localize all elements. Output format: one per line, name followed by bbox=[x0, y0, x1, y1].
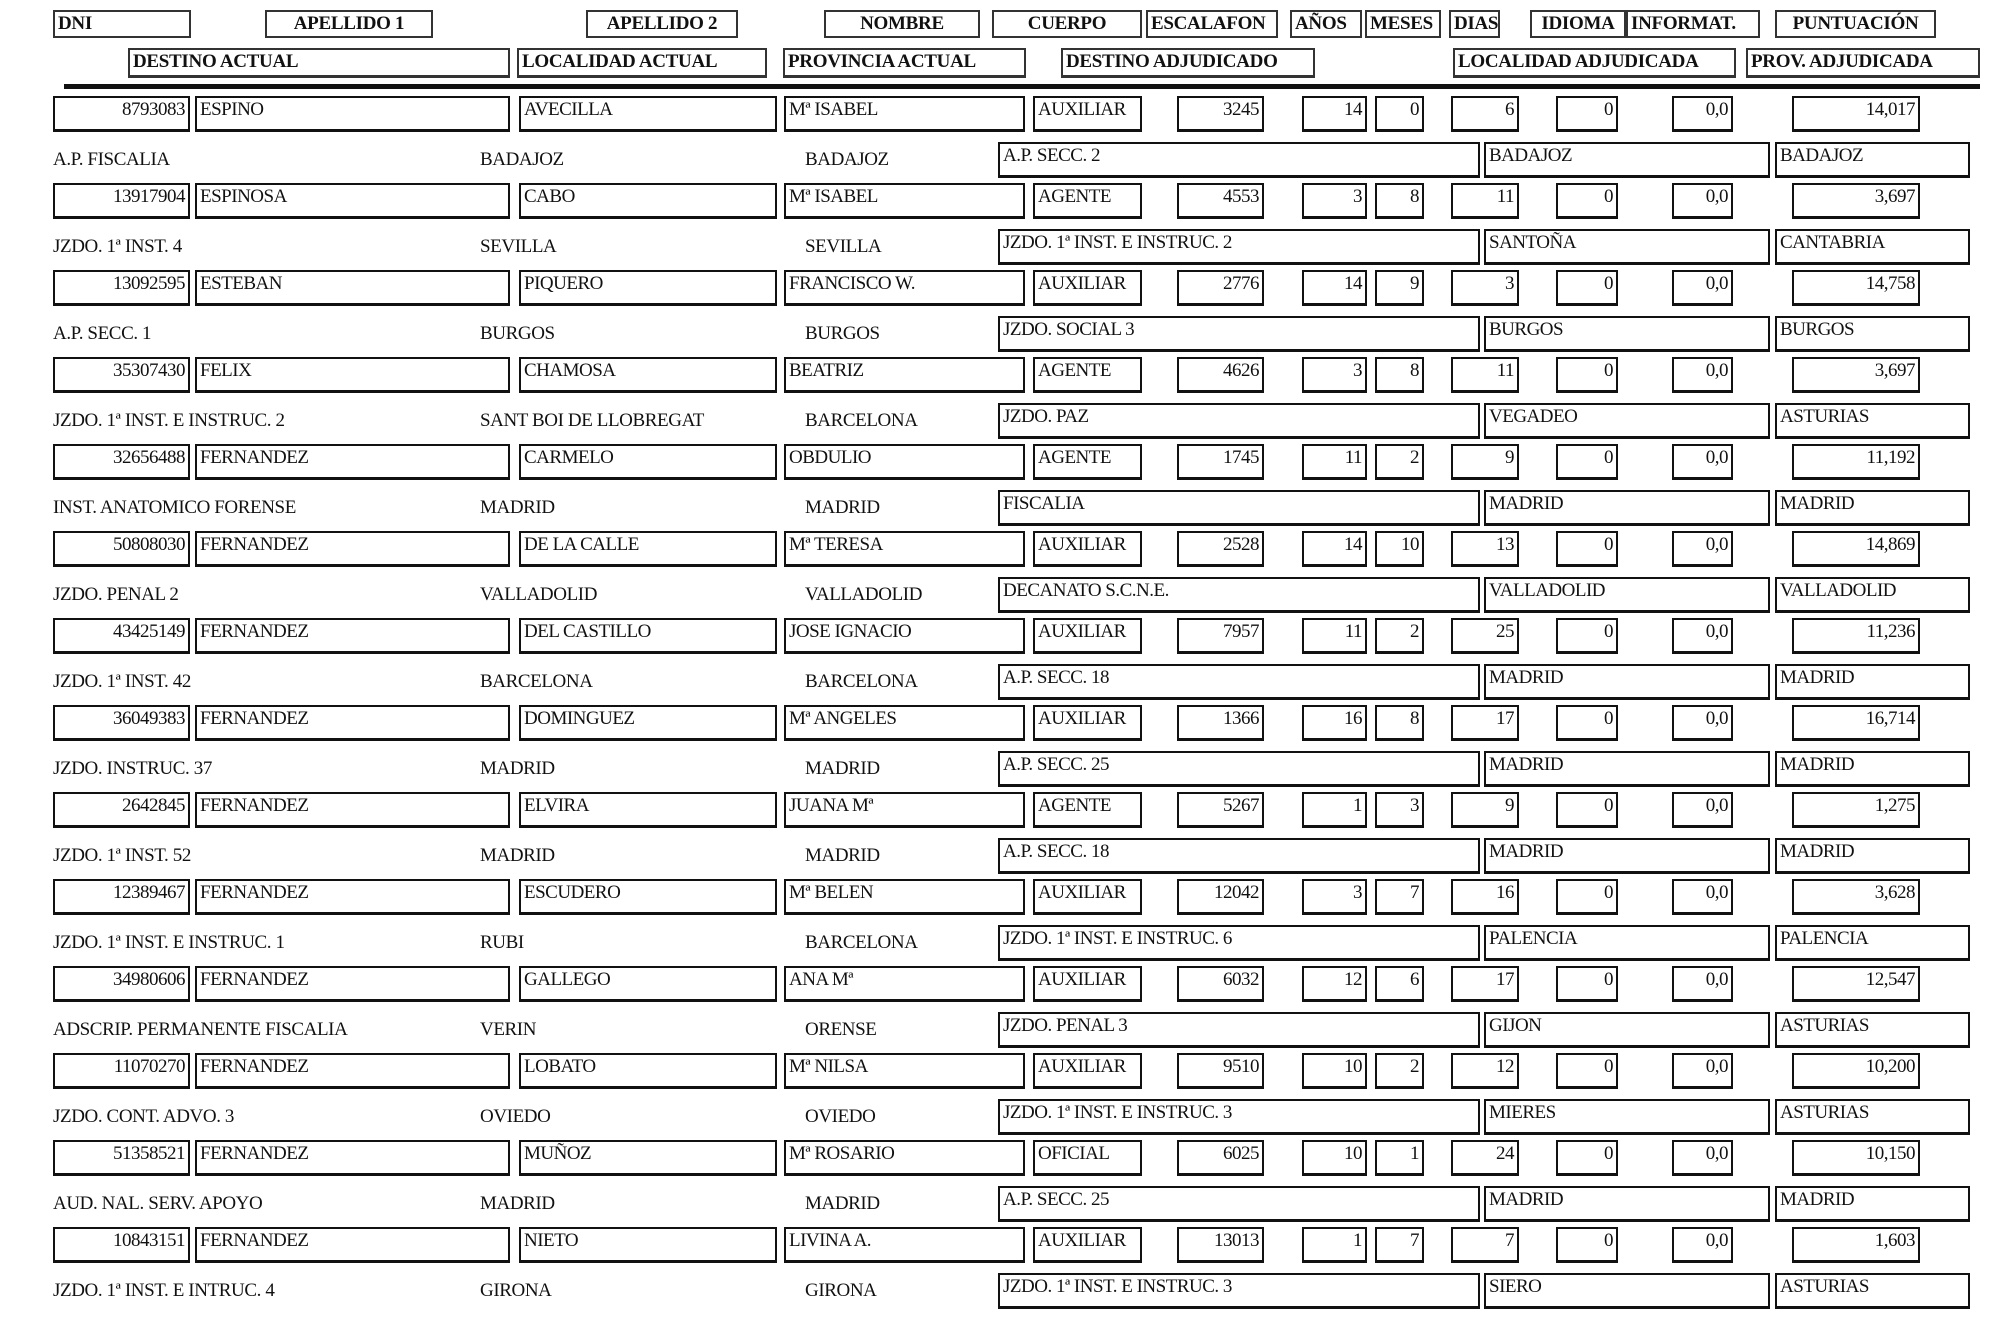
record-meses-field: 9 bbox=[1375, 270, 1424, 306]
record-prov-adjudicada-field: BADAJOZ bbox=[1775, 142, 1970, 178]
record-anos-field: 3 bbox=[1302, 183, 1367, 219]
record-nombre-field: Mª NILSA bbox=[784, 1053, 1025, 1089]
record-nombre-field: ANA Mª bbox=[784, 966, 1025, 1002]
record-provincia-actual: BARCELONA bbox=[805, 410, 918, 431]
record-localidad-actual: VALLADOLID bbox=[480, 584, 598, 605]
record-puntuacion-field: 3,628 bbox=[1792, 879, 1920, 915]
record-puntuacion-field: 12,547 bbox=[1792, 966, 1920, 1002]
record-puntuacion-field: 1,603 bbox=[1792, 1227, 1920, 1263]
record-escalafon-field: 6032 bbox=[1177, 966, 1264, 1002]
record-destino-adjudicado-field: JZDO. 1ª INST. E INSTRUC. 2 bbox=[998, 229, 1480, 265]
record-destino-actual: INST. ANATOMICO FORENSE bbox=[53, 497, 296, 518]
header-provincia-actual: PROVINCIA ACTUAL bbox=[783, 48, 1026, 78]
record-informat-field: 0,0 bbox=[1672, 531, 1733, 567]
record-nombre-field: JUANA Mª bbox=[784, 792, 1025, 828]
record-dni-field: 13917904 bbox=[53, 183, 190, 219]
record-dni-field: 36049383 bbox=[53, 705, 190, 741]
record-dni-field: 8793083 bbox=[53, 96, 190, 132]
record-localidad-adjudicada-field: GIJON bbox=[1484, 1012, 1770, 1048]
record-anos-field: 11 bbox=[1302, 618, 1367, 654]
record-prov-adjudicada-field: MADRID bbox=[1775, 751, 1970, 787]
record-apellido2-field: AVECILLA bbox=[519, 96, 777, 132]
header-destino-actual: DESTINO ACTUAL bbox=[128, 48, 510, 78]
record-informat-field: 0,0 bbox=[1672, 1227, 1733, 1263]
header-meses: MESES bbox=[1365, 10, 1441, 38]
record-dni-field: 51358521 bbox=[53, 1140, 190, 1176]
header-anos: AÑOS bbox=[1290, 10, 1362, 38]
record-informat-field: 0,0 bbox=[1672, 618, 1733, 654]
record-provincia-actual: MADRID bbox=[805, 1193, 880, 1214]
record-prov-adjudicada-field: VALLADOLID bbox=[1775, 577, 1970, 613]
record-provincia-actual: GIRONA bbox=[805, 1280, 877, 1301]
header-dni: DNI bbox=[53, 10, 191, 38]
record-meses-field: 8 bbox=[1375, 705, 1424, 741]
record-meses-field: 6 bbox=[1375, 966, 1424, 1002]
record-apellido1-field: FERNANDEZ bbox=[195, 1053, 510, 1089]
record-destino-adjudicado-field: A.P. SECC. 18 bbox=[998, 838, 1480, 874]
record-provincia-actual: BADAJOZ bbox=[805, 149, 889, 170]
record-informat-field: 0,0 bbox=[1672, 705, 1733, 741]
record-provincia-actual: BARCELONA bbox=[805, 671, 918, 692]
record-destino-actual: JZDO. 1ª INST. E INSTRUC. 2 bbox=[53, 410, 285, 431]
record-meses-field: 2 bbox=[1375, 1053, 1424, 1089]
record-provincia-actual: MADRID bbox=[805, 758, 880, 779]
record-prov-adjudicada-field: PALENCIA bbox=[1775, 925, 1970, 961]
record-anos-field: 12 bbox=[1302, 966, 1367, 1002]
record-localidad-actual: MADRID bbox=[480, 758, 555, 779]
header-nombre: NOMBRE bbox=[824, 10, 980, 38]
header-destino-adjudicado: DESTINO ADJUDICADO bbox=[1061, 48, 1315, 78]
record-localidad-actual: SEVILLA bbox=[480, 236, 557, 257]
record-informat-field: 0,0 bbox=[1672, 792, 1733, 828]
record-nombre-field: Mª ISABEL bbox=[784, 96, 1025, 132]
record-localidad-actual: MADRID bbox=[480, 845, 555, 866]
record-dni-field: 32656488 bbox=[53, 444, 190, 480]
record-dias-field: 7 bbox=[1451, 1227, 1519, 1263]
record-localidad-adjudicada-field: BADAJOZ bbox=[1484, 142, 1770, 178]
header-puntuacion: PUNTUACIÓN bbox=[1775, 10, 1936, 38]
record-prov-adjudicada-field: MADRID bbox=[1775, 490, 1970, 526]
record-destino-actual: JZDO. PENAL 2 bbox=[53, 584, 179, 605]
record-apellido2-field: CABO bbox=[519, 183, 777, 219]
record-nombre-field: BEATRIZ bbox=[784, 357, 1025, 393]
record-destino-actual: JZDO. INSTRUC. 37 bbox=[53, 758, 212, 779]
record-nombre-field: JOSE IGNACIO bbox=[784, 618, 1025, 654]
record-escalafon-field: 3245 bbox=[1177, 96, 1264, 132]
record-escalafon-field: 1745 bbox=[1177, 444, 1264, 480]
record-idioma-field: 0 bbox=[1556, 357, 1618, 393]
header-localidad-actual: LOCALIDAD ACTUAL bbox=[517, 48, 767, 78]
record-localidad-adjudicada-field: SANTOÑA bbox=[1484, 229, 1770, 265]
record-nombre-field: Mª ANGELES bbox=[784, 705, 1025, 741]
record-provincia-actual: ORENSE bbox=[805, 1019, 877, 1040]
header-prov-adjudicada: PROV. ADJUDICADA bbox=[1746, 48, 1980, 78]
record-provincia-actual: BARCELONA bbox=[805, 932, 918, 953]
record-localidad-actual: RUBI bbox=[480, 932, 524, 953]
record-informat-field: 0,0 bbox=[1672, 96, 1733, 132]
record-localidad-adjudicada-field: MIERES bbox=[1484, 1099, 1770, 1135]
record-cuerpo-field: AUXILIAR bbox=[1033, 618, 1142, 654]
record-escalafon-field: 2776 bbox=[1177, 270, 1264, 306]
record-apellido2-field: ESCUDERO bbox=[519, 879, 777, 915]
record-dni-field: 10843151 bbox=[53, 1227, 190, 1263]
record-dias-field: 9 bbox=[1451, 792, 1519, 828]
record-provincia-actual: MADRID bbox=[805, 497, 880, 518]
record-idioma-field: 0 bbox=[1556, 1140, 1618, 1176]
record-apellido1-field: FERNANDEZ bbox=[195, 966, 510, 1002]
record-destino-adjudicado-field: JZDO. PAZ bbox=[998, 403, 1480, 439]
record-puntuacion-field: 3,697 bbox=[1792, 183, 1920, 219]
record-idioma-field: 0 bbox=[1556, 444, 1618, 480]
record-localidad-actual: VERIN bbox=[480, 1019, 537, 1040]
record-puntuacion-field: 3,697 bbox=[1792, 357, 1920, 393]
record-destino-adjudicado-field: JZDO. SOCIAL 3 bbox=[998, 316, 1480, 352]
record-idioma-field: 0 bbox=[1556, 1053, 1618, 1089]
record-puntuacion-field: 14,017 bbox=[1792, 96, 1920, 132]
record-idioma-field: 0 bbox=[1556, 792, 1618, 828]
record-localidad-actual: BADAJOZ bbox=[480, 149, 564, 170]
record-anos-field: 1 bbox=[1302, 792, 1367, 828]
record-prov-adjudicada-field: CANTABRIA bbox=[1775, 229, 1970, 265]
record-provincia-actual: SEVILLA bbox=[805, 236, 882, 257]
record-meses-field: 2 bbox=[1375, 618, 1424, 654]
record-cuerpo-field: AUXILIAR bbox=[1033, 1227, 1142, 1263]
record-localidad-actual: BURGOS bbox=[480, 323, 555, 344]
record-destino-adjudicado-field: JZDO. PENAL 3 bbox=[998, 1012, 1480, 1048]
record-dni-field: 12389467 bbox=[53, 879, 190, 915]
header-localidad-adjudicada: LOCALIDAD ADJUDICADA bbox=[1453, 48, 1736, 78]
record-provincia-actual: OVIEDO bbox=[805, 1106, 876, 1127]
record-anos-field: 3 bbox=[1302, 357, 1367, 393]
record-puntuacion-field: 1,275 bbox=[1792, 792, 1920, 828]
record-localidad-actual: OVIEDO bbox=[480, 1106, 551, 1127]
record-dias-field: 25 bbox=[1451, 618, 1519, 654]
record-apellido2-field: MUÑOZ bbox=[519, 1140, 777, 1176]
record-puntuacion-field: 14,758 bbox=[1792, 270, 1920, 306]
record-puntuacion-field: 16,714 bbox=[1792, 705, 1920, 741]
record-escalafon-field: 5267 bbox=[1177, 792, 1264, 828]
record-destino-actual: JZDO. CONT. ADVO. 3 bbox=[53, 1106, 234, 1127]
record-apellido1-field: FERNANDEZ bbox=[195, 792, 510, 828]
record-meses-field: 7 bbox=[1375, 1227, 1424, 1263]
record-localidad-adjudicada-field: MADRID bbox=[1484, 751, 1770, 787]
record-dias-field: 17 bbox=[1451, 966, 1519, 1002]
record-dias-field: 13 bbox=[1451, 531, 1519, 567]
record-localidad-actual: MADRID bbox=[480, 497, 555, 518]
record-puntuacion-field: 10,150 bbox=[1792, 1140, 1920, 1176]
record-destino-actual: JZDO. 1ª INST. 42 bbox=[53, 671, 191, 692]
header-idioma: IDIOMA bbox=[1530, 10, 1626, 38]
record-apellido2-field: GALLEGO bbox=[519, 966, 777, 1002]
record-provincia-actual: VALLADOLID bbox=[805, 584, 923, 605]
record-apellido1-field: FERNANDEZ bbox=[195, 444, 510, 480]
record-destino-adjudicado-field: JZDO. 1ª INST. E INSTRUC. 3 bbox=[998, 1273, 1480, 1309]
record-localidad-actual: GIRONA bbox=[480, 1280, 552, 1301]
record-apellido2-field: CARMELO bbox=[519, 444, 777, 480]
record-destino-actual: A.P. FISCALIA bbox=[53, 149, 170, 170]
record-cuerpo-field: AGENTE bbox=[1033, 444, 1142, 480]
record-dni-field: 50808030 bbox=[53, 531, 190, 567]
record-nombre-field: OBDULIO bbox=[784, 444, 1025, 480]
record-provincia-actual: BURGOS bbox=[805, 323, 880, 344]
record-escalafon-field: 9510 bbox=[1177, 1053, 1264, 1089]
record-prov-adjudicada-field: ASTURIAS bbox=[1775, 1273, 1970, 1309]
header-informat: INFORMAT. bbox=[1626, 10, 1760, 38]
record-cuerpo-field: AUXILIAR bbox=[1033, 96, 1142, 132]
record-idioma-field: 0 bbox=[1556, 705, 1618, 741]
record-informat-field: 0,0 bbox=[1672, 1140, 1733, 1176]
record-anos-field: 14 bbox=[1302, 270, 1367, 306]
record-idioma-field: 0 bbox=[1556, 618, 1618, 654]
record-nombre-field: Mª ISABEL bbox=[784, 183, 1025, 219]
record-puntuacion-field: 10,200 bbox=[1792, 1053, 1920, 1089]
record-dni-field: 2642845 bbox=[53, 792, 190, 828]
record-cuerpo-field: AGENTE bbox=[1033, 183, 1142, 219]
record-informat-field: 0,0 bbox=[1672, 270, 1733, 306]
record-nombre-field: Mª ROSARIO bbox=[784, 1140, 1025, 1176]
record-apellido2-field: ELVIRA bbox=[519, 792, 777, 828]
record-prov-adjudicada-field: ASTURIAS bbox=[1775, 403, 1970, 439]
record-localidad-adjudicada-field: MADRID bbox=[1484, 490, 1770, 526]
record-cuerpo-field: AGENTE bbox=[1033, 792, 1142, 828]
record-dias-field: 11 bbox=[1451, 183, 1519, 219]
record-cuerpo-field: AGENTE bbox=[1033, 357, 1142, 393]
record-localidad-actual: SANT BOI DE LLOBREGAT bbox=[480, 410, 704, 431]
record-destino-adjudicado-field: A.P. SECC. 18 bbox=[998, 664, 1480, 700]
record-anos-field: 1 bbox=[1302, 1227, 1367, 1263]
record-destino-actual: JZDO. 1ª INST. 52 bbox=[53, 845, 191, 866]
record-anos-field: 14 bbox=[1302, 531, 1367, 567]
record-dias-field: 9 bbox=[1451, 444, 1519, 480]
record-anos-field: 14 bbox=[1302, 96, 1367, 132]
record-informat-field: 0,0 bbox=[1672, 879, 1733, 915]
record-apellido1-field: FERNANDEZ bbox=[195, 705, 510, 741]
record-informat-field: 0,0 bbox=[1672, 444, 1733, 480]
record-nombre-field: Mª BELEN bbox=[784, 879, 1025, 915]
record-anos-field: 11 bbox=[1302, 444, 1367, 480]
record-prov-adjudicada-field: MADRID bbox=[1775, 838, 1970, 874]
record-anos-field: 16 bbox=[1302, 705, 1367, 741]
record-localidad-adjudicada-field: SIERO bbox=[1484, 1273, 1770, 1309]
header-apellido-2: APELLIDO 2 bbox=[586, 10, 738, 38]
record-apellido1-field: FERNANDEZ bbox=[195, 531, 510, 567]
record-localidad-actual: MADRID bbox=[480, 1193, 555, 1214]
record-destino-adjudicado-field: A.P. SECC. 25 bbox=[998, 1186, 1480, 1222]
record-puntuacion-field: 11,192 bbox=[1792, 444, 1920, 480]
record-escalafon-field: 6025 bbox=[1177, 1140, 1264, 1176]
record-destino-actual: JZDO. 1ª INST. 4 bbox=[53, 236, 182, 257]
record-cuerpo-field: AUXILIAR bbox=[1033, 879, 1142, 915]
record-escalafon-field: 4626 bbox=[1177, 357, 1264, 393]
record-localidad-adjudicada-field: MADRID bbox=[1484, 1186, 1770, 1222]
record-anos-field: 10 bbox=[1302, 1140, 1367, 1176]
record-cuerpo-field: AUXILIAR bbox=[1033, 966, 1142, 1002]
header-cuerpo: CUERPO bbox=[992, 10, 1142, 38]
record-localidad-adjudicada-field: VEGADEO bbox=[1484, 403, 1770, 439]
header-escalafon: ESCALAFON bbox=[1146, 10, 1278, 38]
record-apellido2-field: NIETO bbox=[519, 1227, 777, 1263]
record-destino-adjudicado-field: DECANATO S.C.N.E. bbox=[998, 577, 1480, 613]
record-informat-field: 0,0 bbox=[1672, 357, 1733, 393]
record-puntuacion-field: 14,869 bbox=[1792, 531, 1920, 567]
record-nombre-field: LIVINA A. bbox=[784, 1227, 1025, 1263]
record-idioma-field: 0 bbox=[1556, 270, 1618, 306]
record-idioma-field: 0 bbox=[1556, 879, 1618, 915]
record-anos-field: 3 bbox=[1302, 879, 1367, 915]
record-idioma-field: 0 bbox=[1556, 183, 1618, 219]
record-apellido2-field: DEL CASTILLO bbox=[519, 618, 777, 654]
record-dias-field: 6 bbox=[1451, 96, 1519, 132]
header-dias: DIAS bbox=[1449, 10, 1500, 38]
record-nombre-field: Mª TERESA bbox=[784, 531, 1025, 567]
record-idioma-field: 0 bbox=[1556, 531, 1618, 567]
record-prov-adjudicada-field: MADRID bbox=[1775, 1186, 1970, 1222]
record-meses-field: 2 bbox=[1375, 444, 1424, 480]
record-localidad-adjudicada-field: MADRID bbox=[1484, 838, 1770, 874]
record-dias-field: 24 bbox=[1451, 1140, 1519, 1176]
record-escalafon-field: 7957 bbox=[1177, 618, 1264, 654]
record-dias-field: 12 bbox=[1451, 1053, 1519, 1089]
record-prov-adjudicada-field: MADRID bbox=[1775, 664, 1970, 700]
record-dni-field: 13092595 bbox=[53, 270, 190, 306]
record-meses-field: 8 bbox=[1375, 183, 1424, 219]
record-meses-field: 3 bbox=[1375, 792, 1424, 828]
record-apellido2-field: DE LA CALLE bbox=[519, 531, 777, 567]
header-divider bbox=[64, 84, 1980, 89]
record-dias-field: 16 bbox=[1451, 879, 1519, 915]
record-dni-field: 34980606 bbox=[53, 966, 190, 1002]
record-nombre-field: FRANCISCO W. bbox=[784, 270, 1025, 306]
record-apellido1-field: ESPINO bbox=[195, 96, 510, 132]
record-prov-adjudicada-field: ASTURIAS bbox=[1775, 1012, 1970, 1048]
record-dias-field: 11 bbox=[1451, 357, 1519, 393]
record-escalafon-field: 4553 bbox=[1177, 183, 1264, 219]
record-dias-field: 17 bbox=[1451, 705, 1519, 741]
record-cuerpo-field: AUXILIAR bbox=[1033, 531, 1142, 567]
record-anos-field: 10 bbox=[1302, 1053, 1367, 1089]
record-meses-field: 0 bbox=[1375, 96, 1424, 132]
record-destino-actual: ADSCRIP. PERMANENTE FISCALIA bbox=[53, 1019, 348, 1040]
record-meses-field: 7 bbox=[1375, 879, 1424, 915]
record-apellido1-field: FERNANDEZ bbox=[195, 618, 510, 654]
record-escalafon-field: 2528 bbox=[1177, 531, 1264, 567]
record-destino-adjudicado-field: A.P. SECC. 2 bbox=[998, 142, 1480, 178]
record-cuerpo-field: AUXILIAR bbox=[1033, 1053, 1142, 1089]
record-dni-field: 11070270 bbox=[53, 1053, 190, 1089]
record-localidad-adjudicada-field: PALENCIA bbox=[1484, 925, 1770, 961]
record-informat-field: 0,0 bbox=[1672, 966, 1733, 1002]
record-escalafon-field: 1366 bbox=[1177, 705, 1264, 741]
record-apellido2-field: DOMINGUEZ bbox=[519, 705, 777, 741]
record-destino-adjudicado-field: A.P. SECC. 25 bbox=[998, 751, 1480, 787]
record-apellido1-field: ESPINOSA bbox=[195, 183, 510, 219]
record-destino-adjudicado-field: JZDO. 1ª INST. E INSTRUC. 3 bbox=[998, 1099, 1480, 1135]
record-destino-adjudicado-field: JZDO. 1ª INST. E INSTRUC. 6 bbox=[998, 925, 1480, 961]
record-idioma-field: 0 bbox=[1556, 966, 1618, 1002]
record-localidad-adjudicada-field: VALLADOLID bbox=[1484, 577, 1770, 613]
record-provincia-actual: MADRID bbox=[805, 845, 880, 866]
record-cuerpo-field: AUXILIAR bbox=[1033, 705, 1142, 741]
record-meses-field: 1 bbox=[1375, 1140, 1424, 1176]
record-destino-actual: AUD. NAL. SERV. APOYO bbox=[53, 1193, 263, 1214]
record-cuerpo-field: OFICIAL bbox=[1033, 1140, 1142, 1176]
record-localidad-actual: BARCELONA bbox=[480, 671, 593, 692]
record-prov-adjudicada-field: ASTURIAS bbox=[1775, 1099, 1970, 1135]
record-puntuacion-field: 11,236 bbox=[1792, 618, 1920, 654]
record-informat-field: 0,0 bbox=[1672, 1053, 1733, 1089]
record-meses-field: 10 bbox=[1375, 531, 1424, 567]
record-prov-adjudicada-field: BURGOS bbox=[1775, 316, 1970, 352]
header-apellido-1: APELLIDO 1 bbox=[265, 10, 433, 38]
record-dni-field: 43425149 bbox=[53, 618, 190, 654]
record-apellido1-field: FERNANDEZ bbox=[195, 1227, 510, 1263]
record-escalafon-field: 12042 bbox=[1177, 879, 1264, 915]
record-destino-actual: JZDO. 1ª INST. E INTRUC. 4 bbox=[53, 1280, 275, 1301]
record-apellido1-field: FERNANDEZ bbox=[195, 879, 510, 915]
record-apellido2-field: PIQUERO bbox=[519, 270, 777, 306]
record-cuerpo-field: AUXILIAR bbox=[1033, 270, 1142, 306]
record-localidad-adjudicada-field: BURGOS bbox=[1484, 316, 1770, 352]
record-apellido1-field: FELIX bbox=[195, 357, 510, 393]
record-apellido2-field: CHAMOSA bbox=[519, 357, 777, 393]
record-destino-actual: JZDO. 1ª INST. E INSTRUC. 1 bbox=[53, 932, 285, 953]
record-dias-field: 3 bbox=[1451, 270, 1519, 306]
record-destino-actual: A.P. SECC. 1 bbox=[53, 323, 152, 344]
record-apellido1-field: FERNANDEZ bbox=[195, 1140, 510, 1176]
record-escalafon-field: 13013 bbox=[1177, 1227, 1264, 1263]
record-apellido2-field: LOBATO bbox=[519, 1053, 777, 1089]
record-idioma-field: 0 bbox=[1556, 96, 1618, 132]
record-apellido1-field: ESTEBAN bbox=[195, 270, 510, 306]
record-idioma-field: 0 bbox=[1556, 1227, 1618, 1263]
record-dni-field: 35307430 bbox=[53, 357, 190, 393]
record-localidad-adjudicada-field: MADRID bbox=[1484, 664, 1770, 700]
record-destino-adjudicado-field: FISCALIA bbox=[998, 490, 1480, 526]
record-informat-field: 0,0 bbox=[1672, 183, 1733, 219]
record-meses-field: 8 bbox=[1375, 357, 1424, 393]
